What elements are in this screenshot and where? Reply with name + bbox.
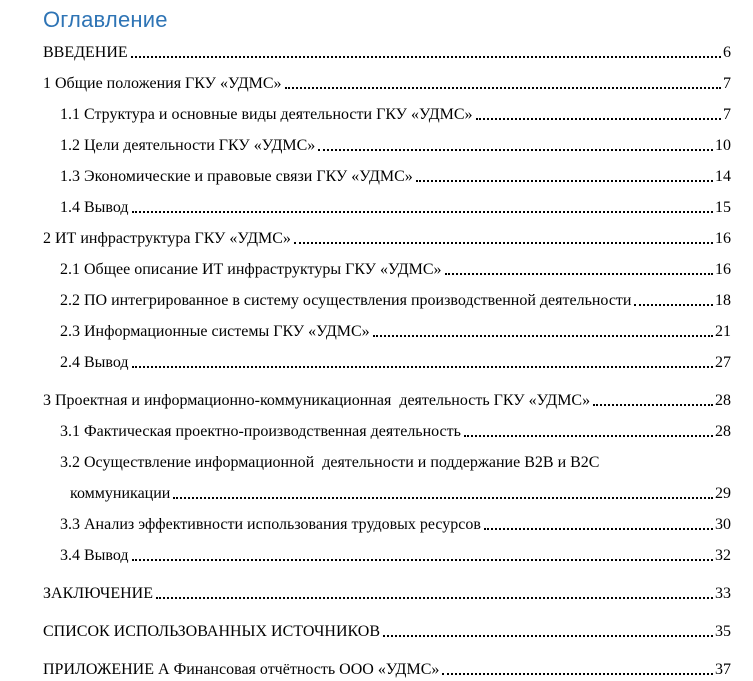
toc-entry[interactable] <box>43 453 731 472</box>
dot-leader <box>373 335 713 337</box>
toc-entry-label: ЗАКЛЮЧЕНИЕ <box>43 585 153 602</box>
toc-entry[interactable] <box>43 322 731 341</box>
toc-entry-label: 3.1 Фактическая проектно-производственная деятельность <box>60 423 461 440</box>
toc-entry-page: 30 <box>715 516 731 533</box>
toc-entry[interactable] <box>43 622 731 641</box>
toc-entry[interactable] <box>43 484 731 503</box>
toc-entry-page: 6 <box>723 44 731 61</box>
toc-entry-label: 2.2 ПО интегрированное в систему осуществления производственной деятельности <box>60 292 632 309</box>
toc-entry-page: 16 <box>715 261 731 278</box>
toc-entry[interactable] <box>43 260 731 279</box>
toc-entry-page: 27 <box>715 354 731 371</box>
dot-leader <box>285 87 722 89</box>
toc-entry-page: 14 <box>715 168 731 185</box>
toc-entry[interactable] <box>43 584 731 603</box>
dot-leader <box>593 404 713 406</box>
dot-leader <box>464 435 713 437</box>
toc-entry-page: 29 <box>715 485 731 502</box>
toc-entry[interactable] <box>43 136 731 155</box>
toc-entry-page: 10 <box>715 137 731 154</box>
toc-entry-page: 28 <box>715 423 731 440</box>
toc-entry-page: 7 <box>723 75 731 92</box>
dot-leader <box>416 180 713 182</box>
toc-entry-page: 33 <box>715 585 731 602</box>
dot-leader <box>132 211 713 213</box>
toc-entry-label: 3.4 Вывод <box>60 547 129 564</box>
toc-entry[interactable] <box>43 198 731 217</box>
dot-leader <box>132 366 713 368</box>
table-of-contents <box>43 43 731 679</box>
toc-entry-label: ПРИЛОЖЕНИЕ А Финансовая отчётность ООО «УДМС» <box>43 661 440 678</box>
toc-entry-page: 16 <box>715 230 731 247</box>
dot-leader <box>156 597 713 599</box>
toc-entry[interactable] <box>43 546 731 565</box>
toc-entry-label: коммуникации <box>70 485 171 502</box>
toc-entry-page: 18 <box>715 292 731 309</box>
toc-entry-page: 15 <box>715 199 731 216</box>
dot-leader <box>484 528 713 530</box>
dot-leader <box>445 273 713 275</box>
toc-entry-label: 1.3 Экономические и правовые связи ГКУ «УДМС» <box>60 168 413 185</box>
toc-entry[interactable] <box>43 105 731 124</box>
toc-entry-page: 37 <box>715 661 731 678</box>
toc-entry-label: ВВЕДЕНИЕ <box>43 44 128 61</box>
dot-leader <box>442 673 713 675</box>
toc-entry-label: 1 Общие положения ГКУ «УДМС» <box>43 75 282 92</box>
toc-entry-label: 2.1 Общее описание ИТ инфраструктуры ГКУ «УДМС» <box>60 261 442 278</box>
toc-entry-page: 7 <box>723 106 731 123</box>
toc-entry[interactable] <box>43 43 731 62</box>
toc-entry-label: 3.3 Анализ эффективности использования трудовых ресурсов <box>60 516 481 533</box>
toc-entry-label: 2.3 Информационные системы ГКУ «УДМС» <box>60 323 370 340</box>
toc-entry[interactable] <box>43 74 731 93</box>
toc-entry-page: 35 <box>715 623 731 640</box>
toc-entry-label: 1.4 Вывод <box>60 199 129 216</box>
toc-entry-page: 21 <box>715 323 731 340</box>
toc-entry-label: 1.1 Структура и основные виды деятельности ГКУ «УДМС» <box>60 106 473 123</box>
toc-entry[interactable] <box>43 291 731 310</box>
toc-entry-label: 2 ИТ инфраструктура ГКУ «УДМС» <box>43 230 291 247</box>
toc-entry[interactable] <box>43 422 731 441</box>
toc-entry[interactable] <box>43 660 731 679</box>
toc-entry[interactable] <box>43 167 731 186</box>
toc-entry-label: СПИСОК ИСПОЛЬЗОВАННЫХ ИСТОЧНИКОВ <box>43 623 381 640</box>
toc-entry-label: 1.2 Цели деятельности ГКУ «УДМС» <box>60 137 316 154</box>
toc-entry-label: 2.4 Вывод <box>60 354 129 371</box>
dot-leader <box>173 497 713 499</box>
toc-entry-page: 32 <box>715 547 731 564</box>
dot-leader <box>476 118 721 120</box>
toc-entry-page: 28 <box>715 392 731 409</box>
toc-entry[interactable] <box>43 391 731 410</box>
dot-leader <box>634 304 713 306</box>
toc-entry[interactable] <box>43 515 731 534</box>
page-title: Оглавление <box>43 7 168 32</box>
dot-leader <box>294 242 713 244</box>
dot-leader <box>132 559 713 561</box>
toc-entry-label: 3 Проектная и информационно-коммуникационная деятельность ГКУ «УДМС» <box>43 392 591 409</box>
dot-leader <box>318 149 713 151</box>
toc-entry[interactable] <box>43 353 731 372</box>
dot-leader <box>383 635 713 637</box>
dot-leader <box>131 56 721 58</box>
toc-entry[interactable] <box>43 229 731 248</box>
toc-entry-label: 3.2 Осуществление информационной деятельности и поддержание B2B и B2C <box>60 454 600 471</box>
